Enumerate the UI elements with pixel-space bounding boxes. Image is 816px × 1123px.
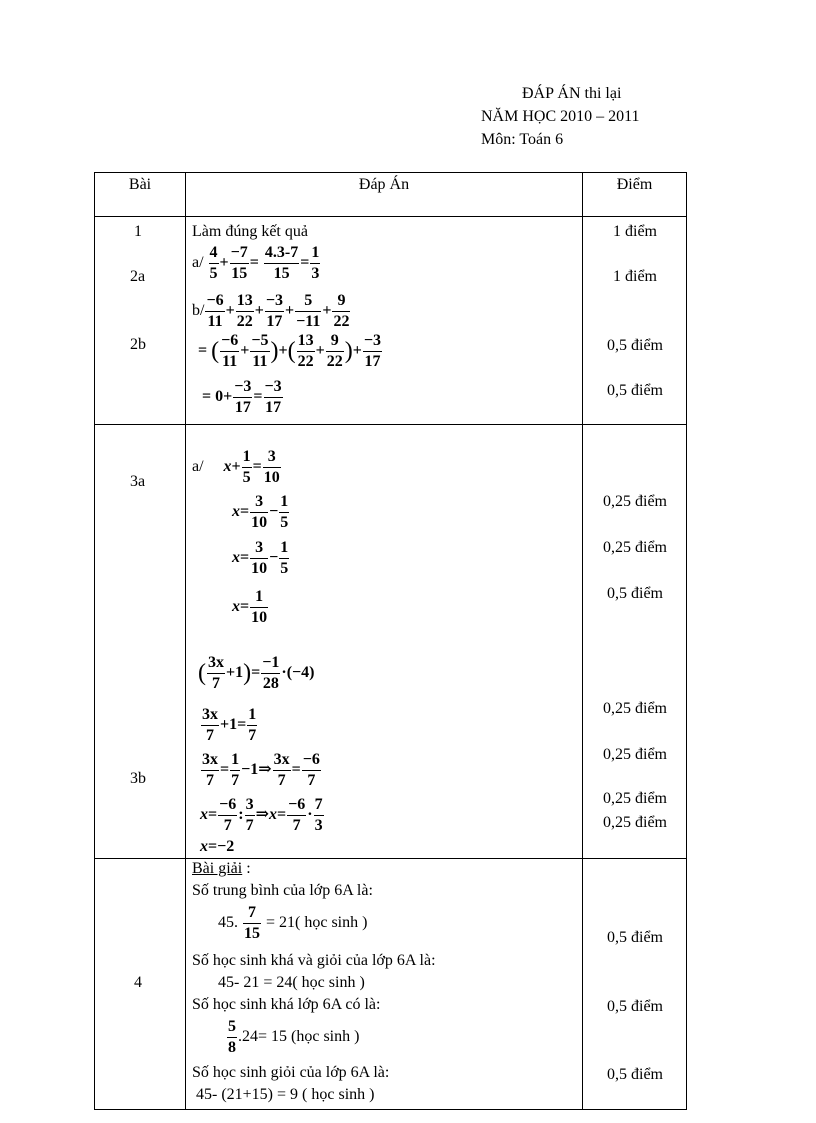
fraction: $\frac{5}{8}$ (228, 1018, 236, 1056)
fraction: $\frac{1}{10}$ (251, 588, 268, 626)
fraction: $\frac{7}{3}$ (314, 796, 323, 834)
eq-3a-line4: x= $\frac{1}{10}$ (232, 588, 268, 626)
diem-3a-1: 0,25 điểm (603, 493, 667, 510)
bai-4: 4 (134, 974, 142, 991)
col-header-bai: Bài (128, 176, 152, 193)
solution-line-2: 45. $\frac{7}{15}$ = 21( học sinh ) (218, 904, 368, 942)
diem-4-1: 0,5 điểm (607, 929, 663, 946)
diem-2b-2: 0,5 điểm (607, 382, 663, 399)
fraction: $\frac{1}{5}$ (242, 448, 251, 486)
label-a: a/ (192, 254, 204, 272)
diem-2a: 1 điểm (613, 268, 657, 285)
fraction: $\frac{-3}{17}$ (234, 378, 252, 416)
fraction: $\frac{-1}{28}$ (262, 654, 280, 692)
fraction: $\frac{-3}{17}$ (363, 332, 381, 370)
fraction: $\frac{3x}{7}$ (273, 751, 290, 789)
col-header-diem: Điểm (616, 176, 653, 193)
table-row (95, 217, 687, 425)
fraction: $\frac{-6}{7}$ (219, 796, 237, 834)
diem-3b-3: 0,25 điểm (603, 790, 667, 807)
bai-2a: 2a (130, 268, 146, 285)
fraction: $\frac{9}{22}$ (333, 292, 350, 330)
diem-3b-1: 0,25 điểm (603, 700, 667, 717)
table-row (95, 859, 687, 1110)
fraction: $\frac{3x}{7}$ (202, 751, 218, 789)
fraction: $\frac{3x}{7}$ (202, 706, 218, 744)
fraction: $\frac{4.3-7}{15}$ (264, 244, 299, 282)
bai-3b: 3b (130, 770, 146, 787)
eq-2b-line2: = ( $\frac{-6}{11}$ + $\frac{-5}{11}$ )+( $\frac{13}{22}$ + $\frac{9}{22}$ )+ $\frac{-3}{17}$ (198, 332, 381, 370)
bai-1: 1 (134, 223, 142, 240)
eq-3b-line2: $\frac{3x}{7}$ +1= $\frac{1}{7}$ (202, 706, 257, 744)
solution-line-1: Số trung bình của lớp 6A là: (192, 882, 373, 899)
diem-3b-4: 0,25 điểm (603, 814, 667, 831)
answer-table (94, 172, 687, 1110)
solution-line-8: 45- (21+15) = 9 ( học sinh ) (196, 1086, 375, 1103)
fraction: $\frac{1}{7}$ (231, 751, 240, 789)
solution-line-4: 45- 21 = 24( học sinh ) (218, 974, 365, 991)
diem-2b-1: 0,5 điểm (607, 337, 663, 354)
fraction: $\frac{5}{-11}$ (296, 292, 321, 330)
fraction: $\frac{-6}{7}$ (288, 796, 306, 834)
solution-line-3: Số học sinh khá và giỏi của lớp 6A là: (192, 952, 436, 969)
fraction: $\frac{3}{7}$ (245, 796, 254, 834)
eq-3b-line3: $\frac{3x}{7}$ = $\frac{1}{7}$ −1⇒ $\frac{3x}{7}$ = $\frac{-6}{7}$ (202, 751, 320, 789)
fraction: $\frac{-3}{17}$ (265, 292, 283, 330)
eq-3a-line1: a/ x+ $\frac{1}{5}$ = $\frac{3}{10}$ (192, 448, 280, 486)
solution-line-6: $\frac{5}{8}$ .24= 15 (học sinh ) (228, 1018, 360, 1056)
eq-2a: a/ $\frac{4}{5}$ + $\frac{-7}{15}$ = $\frac{4.3-7}{15}$ = $\frac{1}{3}$ (192, 244, 320, 282)
header-year: NĂM HỌC 2010 – 2011 (481, 108, 640, 125)
fraction: $\frac{3}{10}$ (251, 493, 268, 531)
fraction: $\frac{1}{3}$ (311, 244, 320, 282)
fraction: $\frac{-6}{11}$ (221, 332, 239, 370)
text-lam-dung: Làm đúng kết quả (192, 223, 308, 240)
fraction: $\frac{-3}{17}$ (264, 378, 282, 416)
eq-3b-line4: x= $\frac{-6}{7}$ : $\frac{3}{7}$ ⇒x= $\frac{-6}{7}$ · $\frac{7}{3}$ (200, 796, 323, 834)
diem-3a-2: 0,25 điểm (603, 539, 667, 556)
col-header-dapan: Đáp Án (358, 176, 410, 193)
fraction: $\frac{3x}{7}$ (208, 654, 224, 692)
fraction: $\frac{-6}{7}$ (302, 751, 320, 789)
eq-3b-line1: ( $\frac{3x}{7}$ +1)= $\frac{-1}{28}$ ·(−4) (198, 654, 315, 692)
diem-1: 1 điểm (613, 223, 657, 240)
fraction: $\frac{3}{10}$ (263, 448, 280, 486)
bai-3a: 3a (130, 473, 146, 490)
diem-3b-2: 0,25 điểm (603, 746, 667, 763)
bai-2b: 2b (130, 336, 146, 353)
solution-line-7: Số học sinh giỏi của lớp 6A là: (192, 1064, 390, 1081)
diem-3a-3: 0,5 điểm (607, 585, 663, 602)
fraction: $\frac{-7}{15}$ (230, 244, 248, 282)
fraction: $\frac{-6}{11}$ (206, 292, 224, 330)
header-subject: Môn: Toán 6 (481, 131, 564, 148)
fraction: $\frac{13}{22}$ (297, 332, 314, 370)
diem-4-3: 0,5 điểm (607, 1066, 663, 1083)
solution-line-5: Số học sinh khá lớp 6A có là: (192, 996, 381, 1013)
fraction: $\frac{13}{22}$ (236, 292, 253, 330)
eq-2b-line3: = 0+ $\frac{-3}{17}$ = $\frac{-3}{17}$ (202, 378, 282, 416)
fraction: $\frac{1}{7}$ (248, 706, 257, 744)
eq-2b-line1: b/ $\frac{-6}{11}$ + $\frac{13}{22}$ + $\frac{-3}{17}$ + $\frac{5}{-11}$ + $\frac{9}{22}$ (192, 292, 350, 330)
label-b: b/ (192, 302, 205, 320)
diem-4-2: 0,5 điểm (607, 998, 663, 1015)
fraction: $\frac{-5}{11}$ (251, 332, 269, 370)
eq-3a-line3: x= $\frac{3}{10}$ − $\frac{1}{5}$ (232, 539, 289, 577)
solution-heading: Bài giải : (192, 860, 251, 877)
eq-3a-line2: x= $\frac{3}{10}$ − $\frac{1}{5}$ (232, 493, 289, 531)
table-row (95, 425, 687, 859)
header-title: ĐÁP ÁN thi lại (522, 85, 622, 102)
fraction: $\frac{4}{5}$ (209, 244, 218, 282)
table-header-row (95, 173, 687, 217)
eq-3b-line5: x=−2 (200, 838, 235, 855)
fraction: $\frac{3}{10}$ (251, 539, 268, 577)
fraction: $\frac{9}{22}$ (326, 332, 343, 370)
fraction: $\frac{1}{5}$ (280, 539, 289, 577)
fraction: $\frac{7}{15}$ (244, 904, 260, 942)
fraction: $\frac{1}{5}$ (280, 493, 289, 531)
